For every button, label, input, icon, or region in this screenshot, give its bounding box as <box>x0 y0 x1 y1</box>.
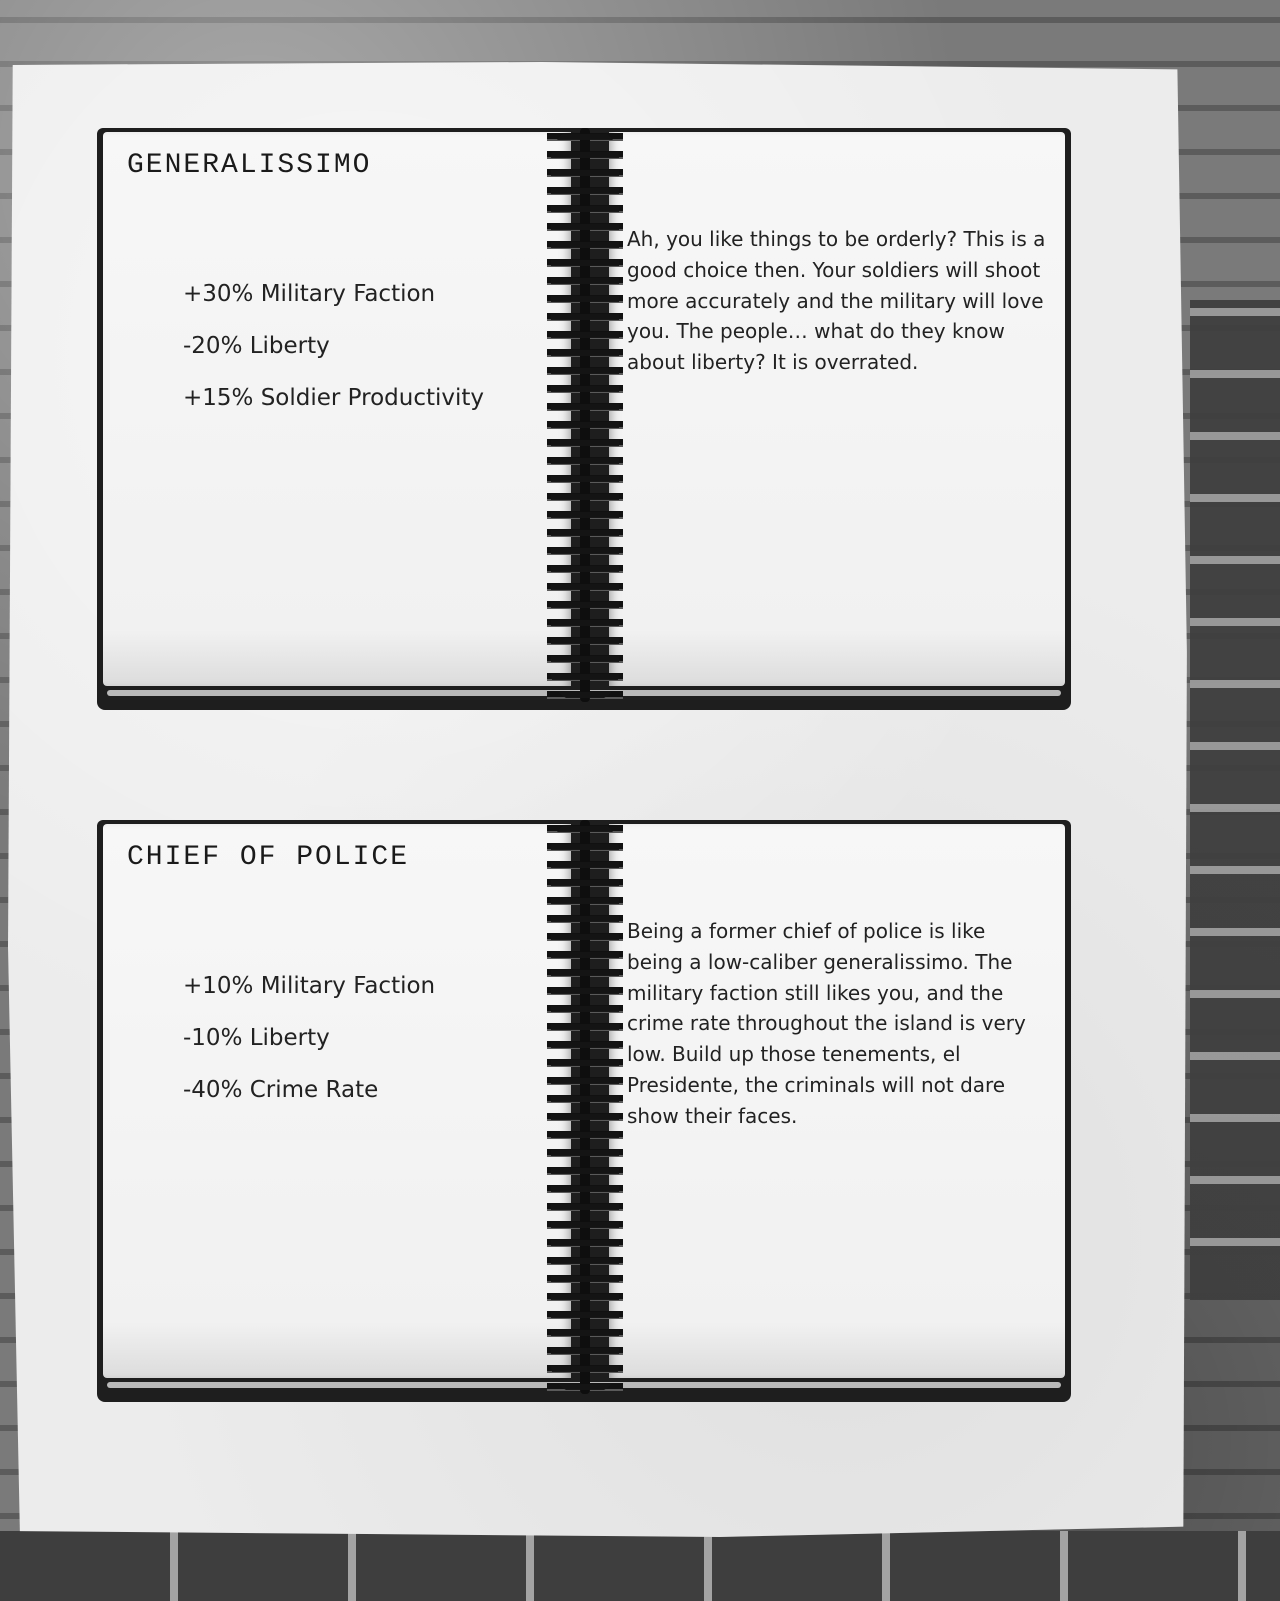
trait-stat: +10% Military Faction <box>183 973 436 999</box>
trait-stats-list <box>183 268 484 424</box>
trait-description: Being a former chief of police is like being a low-caliber generalissimo. The military faction still likes you, and the crime rate throughout the island is very low. Build up those tenements, el Presidente, the criminals will not dare show their faces. <box>627 919 1026 1128</box>
trait-description: Ah, you like things to be orderly? This is a good choice then. Your soldiers will shoot more accurately and the military will love you. The people… what do they know about liberty? It is overrated. <box>627 227 1046 375</box>
brick-wall-bottom <box>0 1531 1280 1601</box>
notebook-chief-of-police <box>97 820 1071 1402</box>
trait-stat: -10% Liberty <box>183 1025 330 1051</box>
spiral-binding-icon <box>547 820 623 1394</box>
trait-stats-list <box>183 960 435 1116</box>
trait-stat: -40% Crime Rate <box>183 1077 379 1103</box>
right-page <box>609 132 1065 686</box>
trait-stat: +15% Soldier Productivity <box>183 385 485 411</box>
brick-wall-right <box>1190 300 1280 1300</box>
trait-title: CHIEF OF POLICE <box>127 842 410 873</box>
spiral-coil <box>551 820 619 1394</box>
trait-stat: -20% Liberty <box>183 333 330 359</box>
spiral-binding-icon <box>547 128 623 702</box>
spiral-coil <box>551 128 619 702</box>
trait-title: GENERALISSIMO <box>127 150 372 181</box>
trait-stat: +30% Military Faction <box>183 281 436 307</box>
notebook-generalissimo <box>97 128 1071 710</box>
